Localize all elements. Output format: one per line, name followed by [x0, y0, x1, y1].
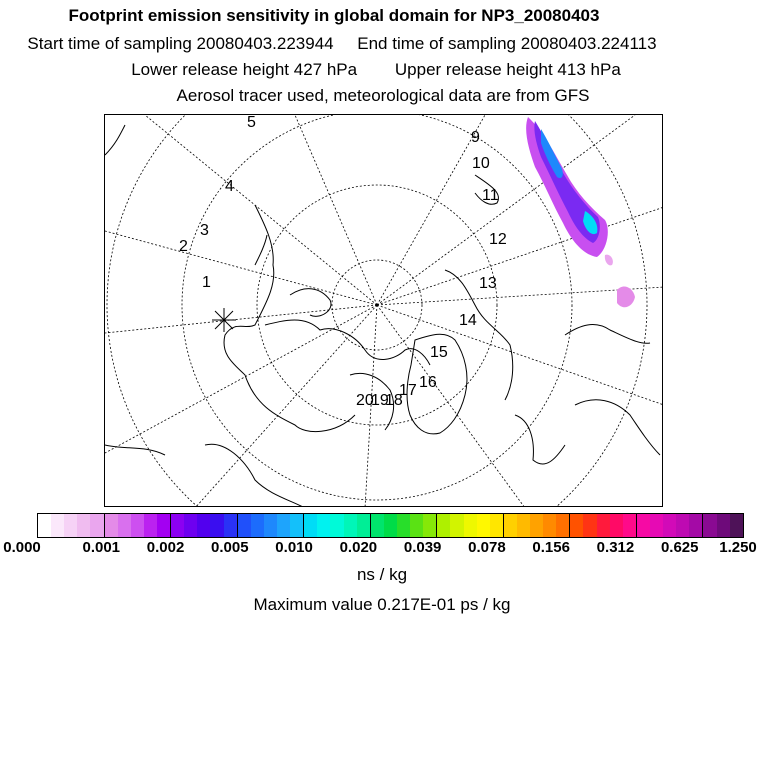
colorbar-swatch — [303, 514, 317, 537]
colorbar-swatch — [197, 514, 210, 537]
colorbar-swatch — [517, 514, 530, 537]
colorbar-swatch — [717, 514, 730, 537]
colorbar-tick-label: 0.625 — [660, 539, 699, 556]
emission-sensitivity-plume — [526, 117, 635, 307]
trajectory-label: 5 — [247, 115, 256, 131]
colorbar-swatch — [317, 514, 330, 537]
trajectory-label: 11 — [482, 187, 499, 204]
trajectory-label: 10 — [472, 155, 490, 172]
colorbar-tick-label: 0.000 — [3, 539, 41, 556]
trajectory-label: 4 — [225, 178, 234, 195]
colorbar-swatch — [38, 514, 51, 537]
lower-height-label: Lower release height 427 hPa — [131, 60, 358, 79]
upper-height-label: Upper release height 413 hPa — [394, 60, 621, 79]
start-time-label: Start time of sampling 20080403.223944 — [27, 34, 334, 53]
colorbar-tick-label: 0.312 — [596, 539, 635, 556]
colorbar-tick-label: 0.156 — [532, 539, 570, 556]
colorbar-swatch — [290, 514, 303, 537]
trajectory-label: 19 — [371, 392, 389, 409]
colorbar-swatch — [397, 514, 410, 537]
release-heights — [0, 60, 760, 80]
colorbar-swatch — [623, 514, 636, 537]
colorbar-swatch — [118, 514, 131, 537]
colorbar-swatch — [370, 514, 384, 537]
colorbar-tick-label: 0.001 — [82, 539, 121, 556]
colorbar-swatch — [730, 514, 743, 537]
colorbar-swatch — [264, 514, 277, 537]
colorbar-swatch — [170, 514, 184, 537]
colorbar — [37, 513, 744, 538]
colorbar-swatch — [490, 514, 503, 537]
colorbar-tick-label: 0.005 — [211, 539, 249, 556]
colorbar-swatch — [610, 514, 623, 537]
colorbar-swatch — [384, 514, 397, 537]
colorbar-swatch — [344, 514, 357, 537]
colorbar-tick-label: 0.020 — [339, 539, 378, 556]
colorbar-swatch — [556, 514, 569, 537]
sampling-times — [0, 34, 726, 54]
colorbar-tick-labels — [0, 539, 768, 557]
colorbar-swatch — [676, 514, 689, 537]
trajectory-label: 2 — [179, 238, 188, 255]
maximum-value-text: Maximum value 0.217E-01 ps / kg — [253, 595, 511, 614]
colorbar-swatch — [144, 514, 157, 537]
colorbar-swatch — [597, 514, 610, 537]
colorbar-swatch — [650, 514, 663, 537]
colorbar-swatch — [503, 514, 517, 537]
colorbar-tick-label: 0.010 — [275, 539, 313, 556]
colorbar-tick-label: 0.039 — [403, 539, 442, 556]
colorbar-swatch — [277, 514, 290, 537]
colorbar-swatch — [90, 514, 103, 537]
colorbar-swatch — [464, 514, 477, 537]
colorbar-swatch — [477, 514, 490, 537]
trajectory-label: 3 — [200, 222, 209, 239]
colorbar-swatch — [689, 514, 702, 537]
colorbar-swatch — [543, 514, 556, 537]
trajectory-label: 13 — [479, 275, 497, 292]
colorbar-swatch — [224, 514, 237, 537]
end-time-label: End time of sampling 20080403.224113 — [357, 34, 657, 53]
colorbar-swatch — [636, 514, 650, 537]
colorbar-swatch — [423, 514, 436, 537]
colorbar-swatch — [131, 514, 144, 537]
colorbar-swatch — [330, 514, 343, 537]
trajectory-label: 20 — [356, 392, 374, 409]
colorbar-swatch — [51, 514, 64, 537]
trajectory-label: 15 — [430, 344, 448, 361]
colorbar-tick-label: 0.002 — [146, 539, 185, 556]
trajectory-label: 9 — [471, 129, 480, 146]
colorbar-swatch — [210, 514, 223, 537]
tracer-note: Aerosol tracer used, meteorological data are from GFS — [176, 86, 590, 105]
meridian-lines — [105, 115, 663, 507]
colorbar-swatch — [569, 514, 583, 537]
release-location-marker — [212, 308, 236, 332]
trajectory-label: 17 — [399, 382, 417, 399]
colorbar-swatch — [583, 514, 596, 537]
polar-map — [104, 114, 663, 507]
colorbar-swatch — [663, 514, 676, 537]
colorbar-swatch — [184, 514, 197, 537]
trajectory-label: 14 — [459, 312, 477, 329]
colorbar-swatch — [104, 514, 118, 537]
colorbar-swatch — [450, 514, 463, 537]
colorbar-swatch — [410, 514, 423, 537]
colorbar-swatch — [157, 514, 170, 537]
colorbar-swatch — [530, 514, 543, 537]
colorbar-swatch — [357, 514, 370, 537]
colorbar-swatch — [436, 514, 450, 537]
plot-title: Footprint emission sensitivity in global domain for NP3_20080403 — [68, 6, 600, 25]
colorbar-swatch — [64, 514, 77, 537]
colorbar-tick-label: 1.250 — [719, 539, 757, 556]
coastlines — [105, 125, 660, 507]
trajectory-label: 1 — [202, 274, 211, 291]
colorbar-swatch — [77, 514, 90, 537]
colorbar-swatch — [251, 514, 264, 537]
colorbar-swatch — [702, 514, 716, 537]
colorbar-swatch — [237, 514, 251, 537]
colorbar-unit: ns / kg — [356, 565, 408, 584]
trajectory-label: 16 — [419, 374, 437, 391]
colorbar-tick-label: 0.078 — [468, 539, 506, 556]
trajectory-label: 12 — [489, 231, 507, 248]
trajectory-label: 18 — [385, 392, 403, 409]
trajectory-labels — [179, 115, 507, 409]
